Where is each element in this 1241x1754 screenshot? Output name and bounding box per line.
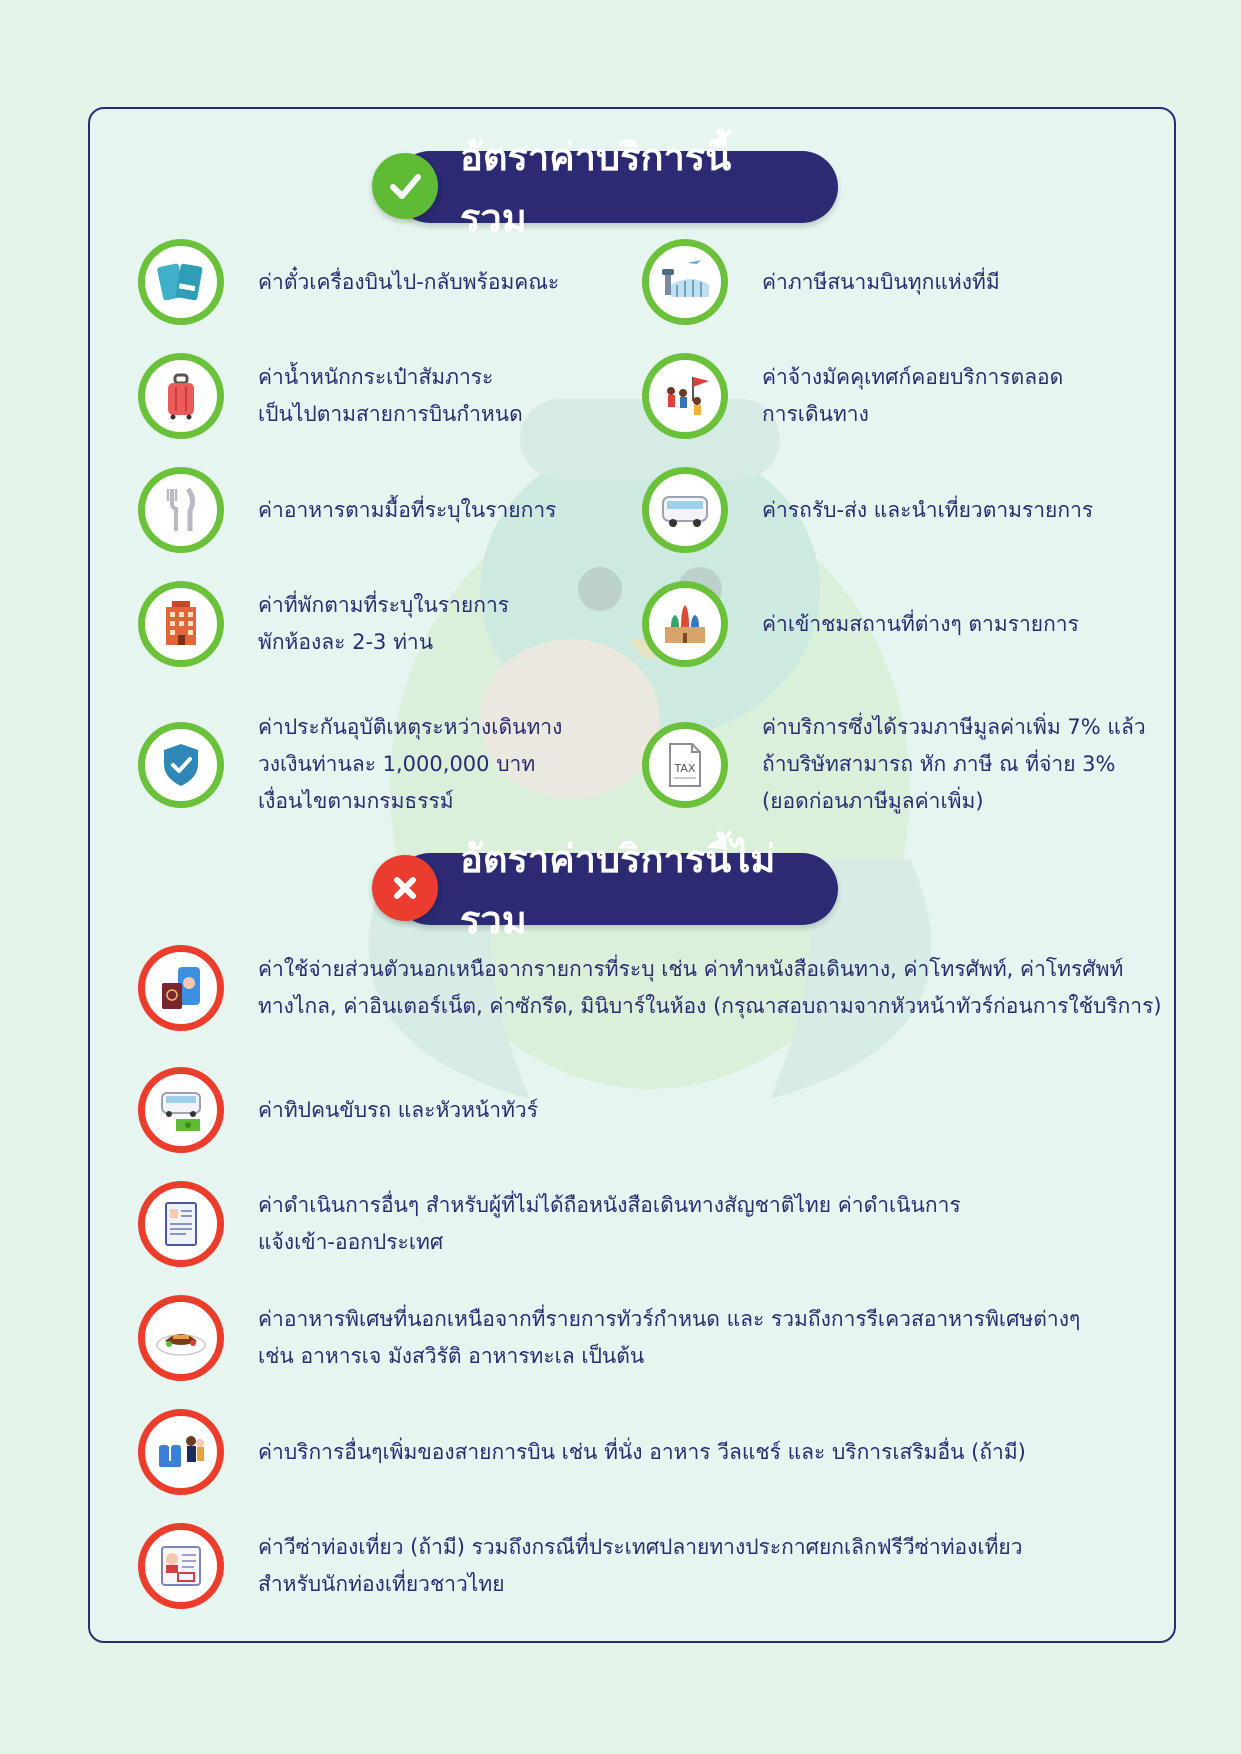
included-item bbox=[138, 353, 523, 439]
excluded-item bbox=[138, 1523, 1023, 1609]
tax-document-icon bbox=[642, 722, 728, 808]
included-item bbox=[642, 581, 1079, 667]
document-icon bbox=[138, 1181, 224, 1267]
excluded-item bbox=[138, 1181, 961, 1267]
excluded-item bbox=[138, 945, 1162, 1031]
airport-icon bbox=[642, 239, 728, 325]
included-item-text: ค่าภาษีสนามบินทุกแห่งที่มี bbox=[762, 269, 1000, 294]
shield-icon bbox=[138, 722, 224, 808]
close-icon bbox=[372, 855, 438, 921]
excluded-item bbox=[138, 1295, 1080, 1381]
svg-text:TAX: TAX bbox=[674, 761, 696, 775]
included-item bbox=[642, 709, 1146, 820]
guide-icon bbox=[642, 353, 728, 439]
checkmark-icon bbox=[372, 153, 438, 219]
hotel-icon bbox=[138, 581, 224, 667]
luggage-icon bbox=[138, 353, 224, 439]
included-item-text: ค่าตั๋วเครื่องบินไป-กลับพร้อมคณะ bbox=[258, 269, 560, 294]
landmark-icon bbox=[642, 581, 728, 667]
tip-icon bbox=[138, 1067, 224, 1153]
included-item bbox=[642, 467, 1093, 553]
airline-seat-icon bbox=[138, 1409, 224, 1495]
included-item-text: ค่าที่พักตามที่ระบุในรายการ พักห้องละ 2-3 ท่าน bbox=[258, 593, 510, 654]
included-item-text: ค่าอาหารตามมื้อที่ระบุในรายการ bbox=[258, 497, 557, 522]
excluded-item-text: ค่าใช้จ่ายส่วนตัวนอกเหนือจากรายการที่ระบุ เช่น ค่าทำหนังสือเดินทาง, ค่าโทรศัพท์, ค่าโทรศัพท์ ทางไกล, ค่าอินเตอร์เน็ต, ค่าซักรีด, มินิบาร์ในห้อง (กรุณาสอบถามจากหัวหน้าทัวร์ก่อนการใช้บริการ) bbox=[258, 957, 1162, 1018]
included-item bbox=[642, 353, 1063, 439]
included-item-text: ค่าประกันอุบัติเหตุระหว่างเดินทาง วงเงินท่านละ 1,000,000 บาท เงื่อนไขตามกรมธรรม์ bbox=[258, 715, 563, 813]
included-item-text: ค่าบริการซึ่งได้รวมภาษีมูลค่าเพิ่ม 7% แล้ว ถ้าบริษัทสามารถ หัก ภาษี ณ ที่จ่าย 3% (ยอดก่อนภาษีมูลค่าเพิ่ม) bbox=[762, 715, 1146, 813]
passport-phone-icon bbox=[138, 945, 224, 1031]
included-item bbox=[642, 239, 1000, 325]
excluded-item bbox=[138, 1409, 1026, 1495]
included-title: อัตราค่าบริการนี้รวม bbox=[394, 151, 838, 223]
included-item bbox=[138, 239, 559, 325]
excluded-item-text: ค่าทิปคนขับรถ และหัวหน้าทัวร์ bbox=[258, 1097, 538, 1122]
included-item bbox=[138, 467, 556, 553]
excluded-item bbox=[138, 1067, 538, 1153]
included-item bbox=[138, 709, 562, 820]
included-item-text: ค่ารถรับ-ส่ง และนำเที่ยวตามรายการ bbox=[762, 497, 1094, 522]
included-banner bbox=[372, 135, 838, 240]
included-item-text: ค่าน้ำหนักกระเป๋าสัมภาระ เป็นไปตามสายการบินกำหนด bbox=[258, 365, 523, 426]
special-meal-icon bbox=[138, 1295, 224, 1381]
excluded-item-text: ค่าอาหารพิเศษที่นอกเหนือจากที่รายการทัวร์กำหนด และ รวมถึงการรีเควสอาหารพิเศษต่างๆ เช่น อาหารเจ มังสวิรัติ อาหารทะเล เป็นต้น bbox=[258, 1307, 1081, 1368]
ticket-icon bbox=[138, 239, 224, 325]
included-item bbox=[138, 581, 509, 667]
visa-icon bbox=[138, 1523, 224, 1609]
excluded-item-text: ค่าบริการอื่นๆเพิ่มของสายการบิน เช่น ที่นั่ง อาหาร วีลแชร์ และ บริการเสริมอื่น (ถ้ามี) bbox=[258, 1439, 1026, 1464]
included-item-text: ค่าจ้างมัคคุเทศก์คอยบริการตลอด การเดินทาง bbox=[762, 365, 1064, 426]
bus-icon bbox=[642, 467, 728, 553]
excluded-title: อัตราค่าบริการนี้ไม่รวม bbox=[394, 853, 838, 925]
cutlery-icon bbox=[138, 467, 224, 553]
excluded-item-text: ค่าดำเนินการอื่นๆ สำหรับผู้ที่ไม่ได้ถือหนังสือเดินทางสัญชาติไทย ค่าดำเนินการ แจ้งเข้า-ออกประเทศ bbox=[258, 1193, 961, 1254]
excluded-item-text: ค่าวีซ่าท่องเที่ยว (ถ้ามี) รวมถึงกรณีที่ประเทศปลายทางประกาศยกเลิกฟรีวีซ่าท่องเที่ยว สำหรับนักท่องเที่ยวชาวไทย bbox=[258, 1535, 1023, 1596]
content-frame bbox=[88, 107, 1176, 1643]
included-item-text: ค่าเข้าชมสถานที่ต่างๆ ตามรายการ bbox=[762, 611, 1079, 636]
excluded-banner bbox=[372, 837, 838, 942]
